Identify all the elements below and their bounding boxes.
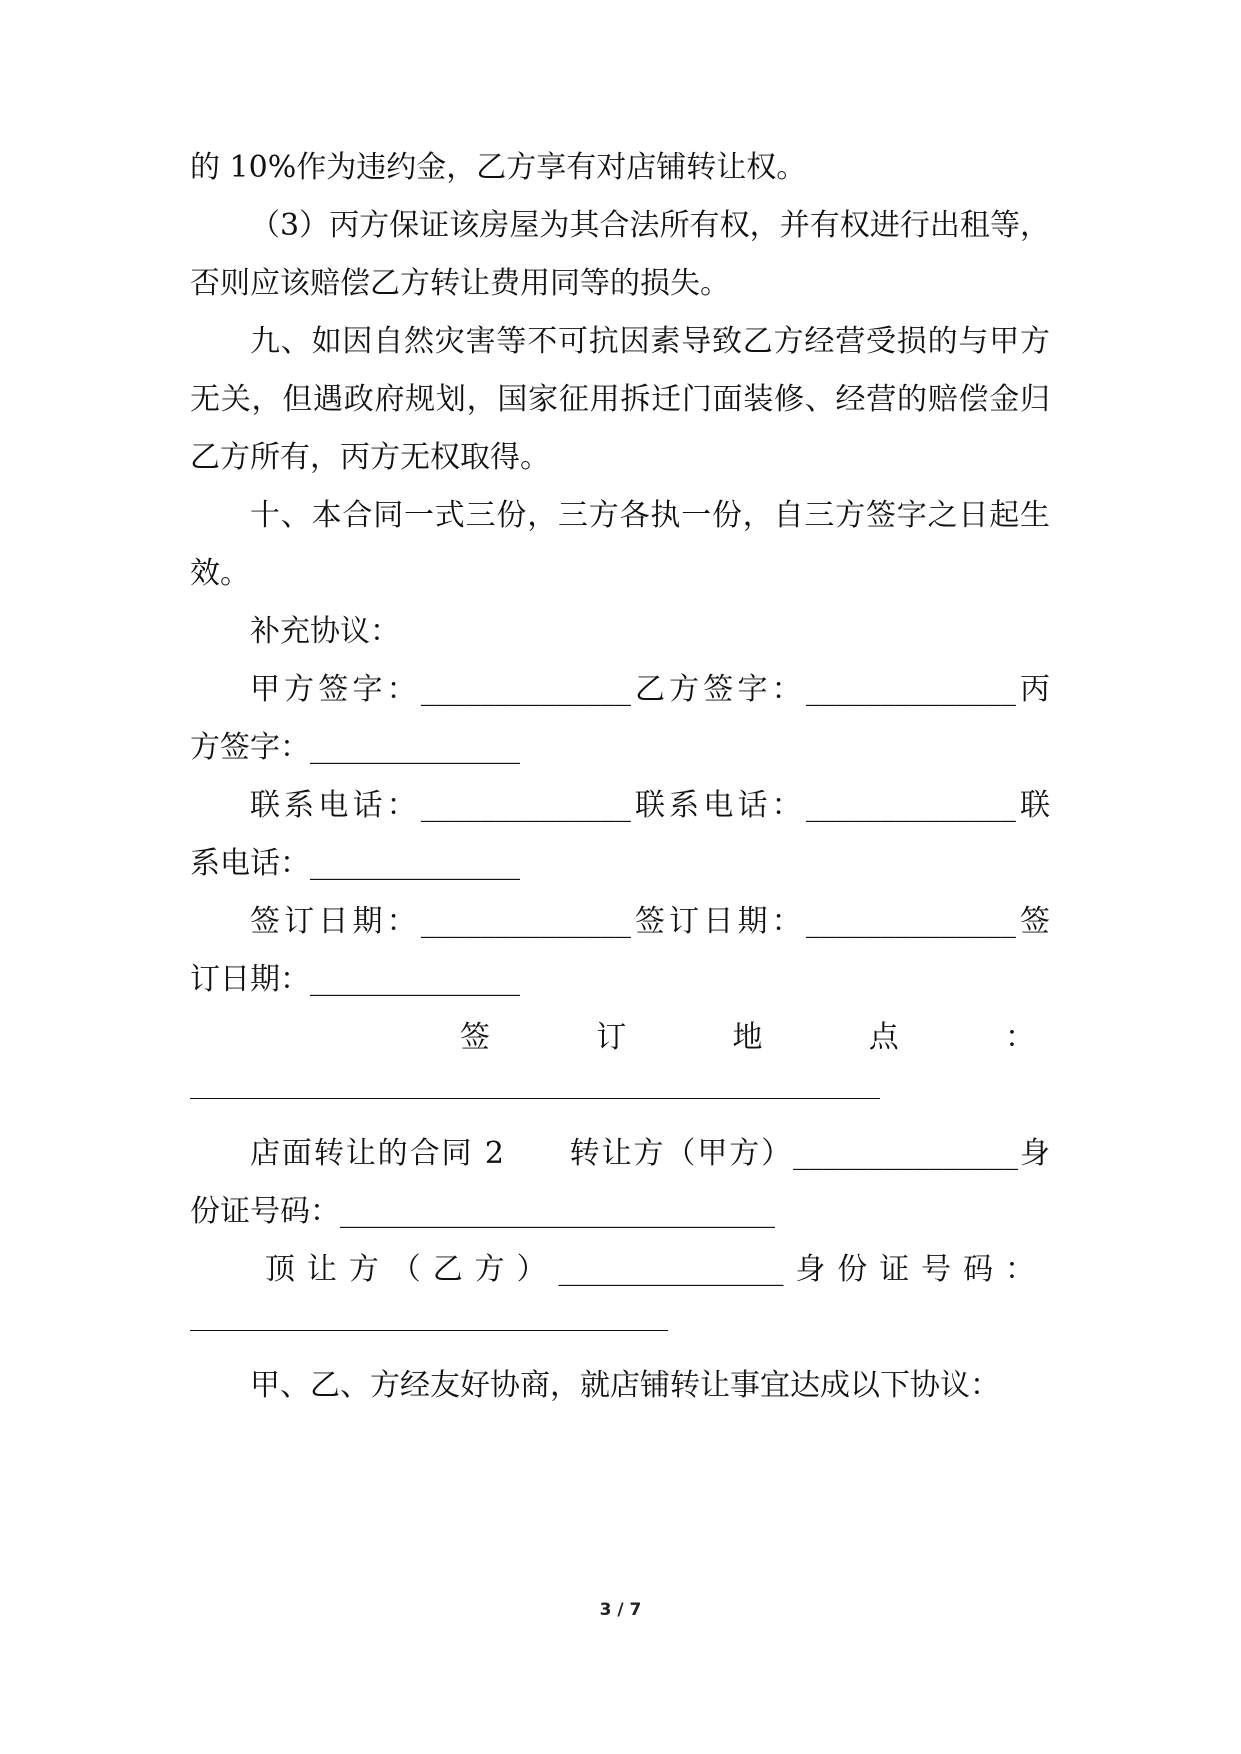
assignee-char: 让	[306, 1252, 337, 1287]
assignee-char: 号	[921, 1252, 952, 1287]
text-line: 十、本合同一式三份，三方各执一份，自三方签字之日起生	[250, 498, 1050, 533]
sign-place-char: 地	[732, 1020, 763, 1055]
sign-place-char: 点	[868, 1020, 899, 1055]
phone-line: 联系电话：______________联系电话：______________联	[250, 788, 1050, 823]
contract-heading-line: 店面转让的合同 2 转让方（甲方）_______________身	[250, 1136, 1050, 1171]
assignee-char: ：	[1004, 1252, 1035, 1287]
assignee-blank: _______________	[558, 1252, 784, 1287]
text-line: 乙方所有，丙方无权取得。	[190, 440, 550, 475]
sign-place-char: 订	[596, 1020, 627, 1055]
assignee-id-blank	[190, 1330, 668, 1331]
assignee-char: 乙	[432, 1252, 463, 1287]
date-line: 签订日期：______________签订日期：______________签	[250, 904, 1050, 939]
assignee-char: 码	[963, 1252, 994, 1287]
text-line: 效。	[190, 556, 250, 591]
text-line: 的 10%作为违约金，乙方享有对店铺转让权。	[190, 150, 807, 185]
text-line: 否则应该赔偿乙方转让费用同等的损失。	[190, 266, 730, 301]
text-line: （3）丙方保证该房屋为其合法所有权，并有权进行出租等，	[250, 208, 1050, 243]
assignee-char: 顶	[265, 1252, 295, 1287]
signature-line: 方签字：______________	[190, 730, 520, 765]
sign-place-char: 签	[460, 1020, 490, 1055]
phone-line: 系电话：______________	[190, 846, 520, 881]
page-number: 3 / 7	[599, 1600, 642, 1620]
assignee-line	[265, 1250, 1035, 1290]
assignee-char: ）	[516, 1252, 547, 1287]
text-line: 份证号码：_____________________________	[190, 1194, 775, 1229]
text-line: 九、如因自然灾害等不可抗因素导致乙方经营受损的与甲方	[250, 324, 1050, 359]
text-line: 补充协议：	[250, 614, 400, 649]
assignee-char: 方	[348, 1252, 379, 1287]
text-line: 甲、乙、方经友好协商，就店铺转让事宜达成以下协议：	[250, 1368, 1000, 1403]
date-line: 订日期：______________	[190, 962, 520, 997]
text-line: 无关，但遇政府规划，国家征用拆迁门面装修、经营的赔偿金归	[190, 382, 1050, 417]
signature-line: 甲方签字：______________乙方签字：______________丙	[250, 672, 1050, 707]
assignee-char: 方	[474, 1252, 505, 1287]
assignee-char: 身	[795, 1252, 826, 1287]
sign-place-char: ：	[1005, 1020, 1035, 1055]
sign-place-line	[460, 1018, 1035, 1058]
sign-place-blank	[190, 1098, 880, 1099]
assignee-char: 证	[879, 1252, 910, 1287]
assignee-char: （	[390, 1252, 421, 1287]
assignee-char: 份	[837, 1252, 868, 1287]
